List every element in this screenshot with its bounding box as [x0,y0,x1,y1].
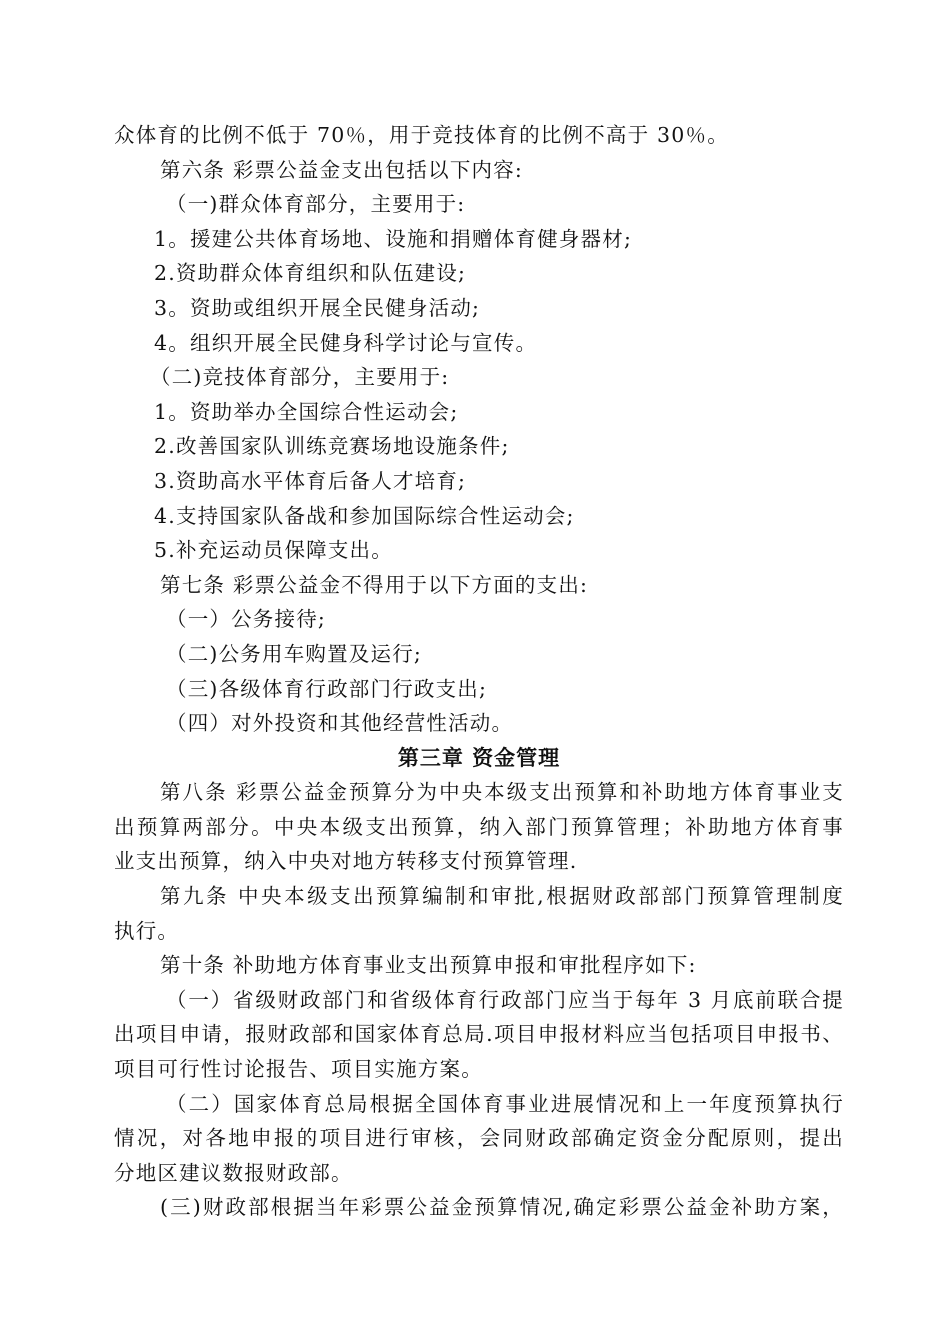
article-10-title: 第十条 补助地方体育事业支出预算申报和审批程序如下: [160,953,697,978]
article-8-line: 第八条 彩票公益金预算分为中央本级支出预算和补助地方体育事业支 [160,780,844,805]
list-item: 2.资助群众体育组织和队伍建设; [154,261,467,286]
chapter-heading: 第三章 资金管理 [397,745,561,770]
list-item: 4。组织开展全民健身科学讨论与宣传。 [154,330,538,355]
document-body [114,118,844,1225]
article-8-line: 业支出预算，纳入中央对地方转移支付预算管理. [114,849,578,874]
list-item: 2.改善国家队训练竞赛场地设施条件; [154,434,510,459]
procedure-item-3: (三)财政部根据当年彩票公益金预算情况,确定彩票公益金补助方案， [160,1195,844,1220]
list-item: 3。资助或组织开展全民健身活动; [154,295,481,320]
procedure-item-2: 情况，对各地申报的项目进行审核，会同财政部确定资金分配原则，提出 [114,1126,844,1151]
article-7-title: 第七条 彩票公益金不得用于以下方面的支出: [160,572,589,597]
list-item: 4.支持国家队备战和参加国际综合性运动会; [154,503,575,528]
procedure-item-2: （二）国家体育总局根据全国体育事业进展情况和上一年度预算执行 [166,1091,844,1116]
list-item: 1。援建公共体育场地、设施和捐赠体育健身器材; [154,226,633,251]
section-competitive-sports: （二)竞技体育部分，主要用于: [150,365,450,390]
article-9-line: 第九条 中央本级支出预算编制和审批,根据财政部部门预算管理制度 [160,884,844,909]
list-item: （二)公务用车购置及运行; [166,641,423,666]
section-mass-sports: （一)群众体育部分，主要用于: [166,192,466,217]
procedure-item-2: 分地区建议数报财政部。 [114,1160,353,1185]
list-item: （四）对外投资和其他经营性活动。 [166,711,514,736]
procedure-item-1: 出项目申请，报财政部和国家体育总局.项目申报材料应当包括项目申报书、 [114,1022,844,1047]
article-6-title: 第六条 彩票公益金支出包括以下内容: [160,157,524,182]
list-item: 3.资助高水平体育后备人才培育; [154,468,467,493]
article-8-line: 出预算两部分。中央本级支出预算，纳入部门预算管理；补助地方体育事 [114,814,844,839]
list-item: （三)各级体育行政部门行政支出; [166,676,488,701]
article-9-line: 执行。 [114,918,180,943]
list-item: （一）公务接待; [166,607,327,632]
list-item: 5.补充运动员保障支出。 [154,538,393,563]
paragraph-line: 众体育的比例不低于 70％，用于竞技体育的比例不高于 30％。 [114,123,729,147]
procedure-item-1: （一）省级财政部门和省级体育行政部门应当于每年 3 月底前联合提 [166,987,844,1012]
list-item: 1。资助举办全国综合性运动会; [154,399,459,424]
procedure-item-1: 项目可行性讨论报告、项目实施方案。 [114,1057,483,1082]
